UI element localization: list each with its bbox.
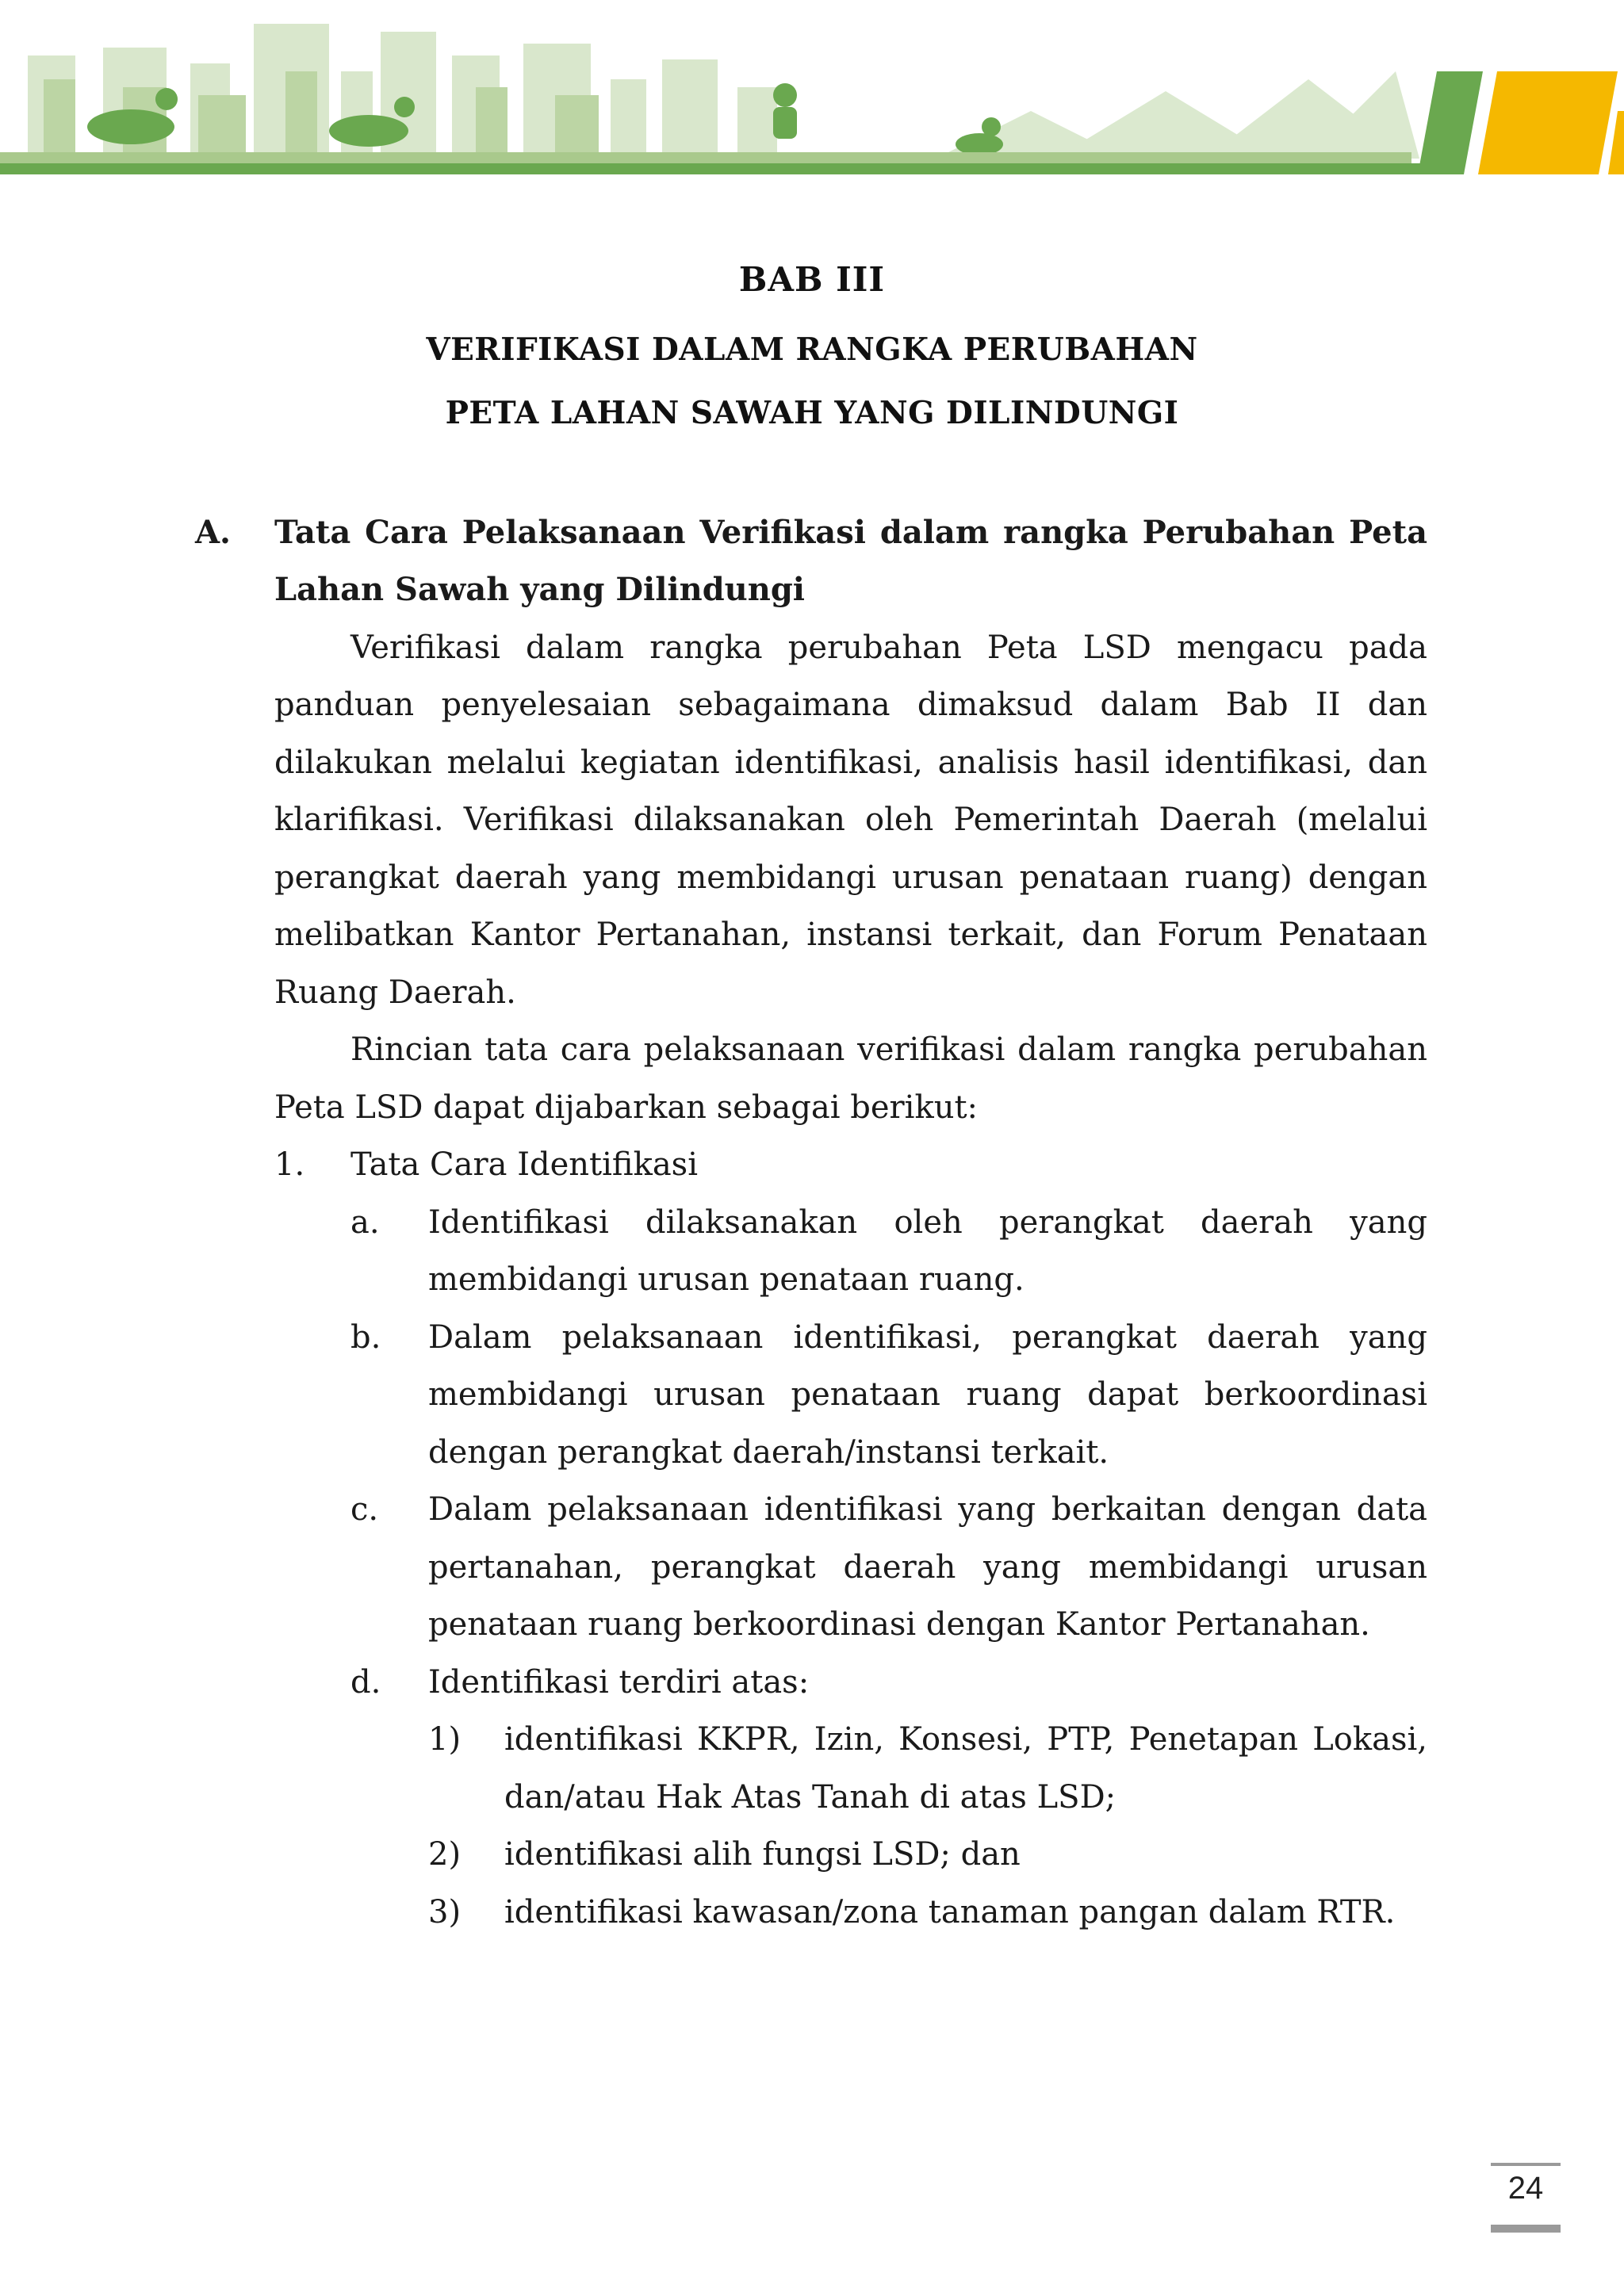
page-number-bottom-rule: [1491, 2225, 1561, 2233]
subitem-d2-marker: 2): [428, 1836, 462, 1873]
banner-illustration: [0, 0, 1624, 182]
section-a-heading-line-1: Tata Cara Pelaksanaan Verifikasi dalam rangka Perubahan Peta: [274, 514, 1427, 551]
mountains-graphic: [936, 71, 1419, 159]
chapter-title-line-2: PETA LAHAN SAWAH YANG DILINDUNGI: [445, 395, 1179, 431]
subitem-d3-marker: 3): [428, 1894, 462, 1931]
subitem-b-marker: b.: [350, 1319, 381, 1356]
chapter-title-line-1: VERIFIKASI DALAM RANGKA PERUBAHAN: [426, 331, 1198, 368]
page-number-top-rule: [1491, 2163, 1561, 2166]
subitem-a-marker: a.: [350, 1204, 380, 1241]
paragraph-1-line-6: melibatkan Kantor Pertanahan, instansi terkait, dan Forum Penataan: [274, 916, 1427, 953]
item-1-marker: 1.: [274, 1146, 305, 1183]
paragraph-2-line-1: Rincian tata cara pelaksanaan verifikasi dalam rangka perubahan: [350, 1031, 1427, 1068]
paragraph-1-line-3: dilakukan melalui kegiatan identifikasi, analisis hasil identifikasi, dan: [274, 744, 1427, 781]
page-number: 24: [1507, 2171, 1544, 2206]
subitem-b-line-1: Dalam pelaksanaan identifikasi, perangkat daerah yang: [428, 1319, 1427, 1356]
subitem-d1-marker: 1): [428, 1721, 462, 1758]
subitem-b-line-3: dengan perangkat daerah/instansi terkait.: [428, 1434, 1109, 1471]
paragraph-1-line-4: klarifikasi. Verifikasi dilaksanakan oleh Pemerintah Daerah (melalui: [274, 802, 1427, 838]
subitem-d-line-1: Identifikasi terdiri atas:: [428, 1664, 810, 1701]
subitem-c-line-2: pertanahan, perangkat daerah yang membidangi urusan: [428, 1549, 1427, 1586]
paragraph-1-line-5: perangkat daerah yang membidangi urusan penataan ruang) dengan: [274, 859, 1427, 896]
subitem-d1-line-2: dan/atau Hak Atas Tanah di atas LSD;: [504, 1779, 1116, 1816]
subitem-d-marker: d.: [350, 1664, 381, 1701]
subitem-c-marker: c.: [350, 1491, 379, 1528]
item-1-label: Tata Cara Identifikasi: [350, 1146, 698, 1183]
subitem-d1-line-1: identifikasi KKPR, Izin, Konsesi, PTP, Penetapan Lokasi,: [504, 1721, 1427, 1758]
subitem-a-line-1: Identifikasi dilaksanakan oleh perangkat daerah yang: [428, 1204, 1427, 1241]
header-banner: [0, 0, 1624, 182]
subitem-d2-line-1: identifikasi alih fungsi LSD; dan: [504, 1836, 1021, 1873]
subitem-c-line-3: penataan ruang berkoordinasi dengan Kantor Pertanahan.: [428, 1606, 1370, 1643]
subitem-c-line-1: Dalam pelaksanaan identifikasi yang berkaitan dengan data: [428, 1491, 1427, 1528]
chapter-heading: BAB III: [738, 260, 886, 299]
green-accent-bar: [1418, 71, 1483, 174]
subitem-b-line-2: membidangi urusan penataan ruang dapat berkoordinasi: [428, 1376, 1427, 1413]
section-a-marker: A.: [195, 514, 231, 551]
paragraph-1-line-7: Ruang Daerah.: [274, 974, 516, 1011]
paragraph-2-line-2: Peta LSD dapat dijabarkan sebagai berikut:: [274, 1089, 979, 1126]
yellow-accent-bar: [1478, 71, 1618, 174]
section-a-heading-line-2: Lahan Sawah yang Dilindungi: [274, 571, 806, 608]
subitem-d3-line-1: identifikasi kawasan/zona tanaman pangan dalam RTR.: [504, 1894, 1396, 1931]
paragraph-1-line-1: Verifikasi dalam rangka perubahan Peta LSD mengacu pada: [350, 629, 1427, 666]
subitem-a-line-2: membidangi urusan penataan ruang.: [428, 1261, 1025, 1298]
paragraph-1-line-2: panduan penyelesaian sebagaimana dimaksud dalam Bab II dan: [274, 687, 1427, 723]
